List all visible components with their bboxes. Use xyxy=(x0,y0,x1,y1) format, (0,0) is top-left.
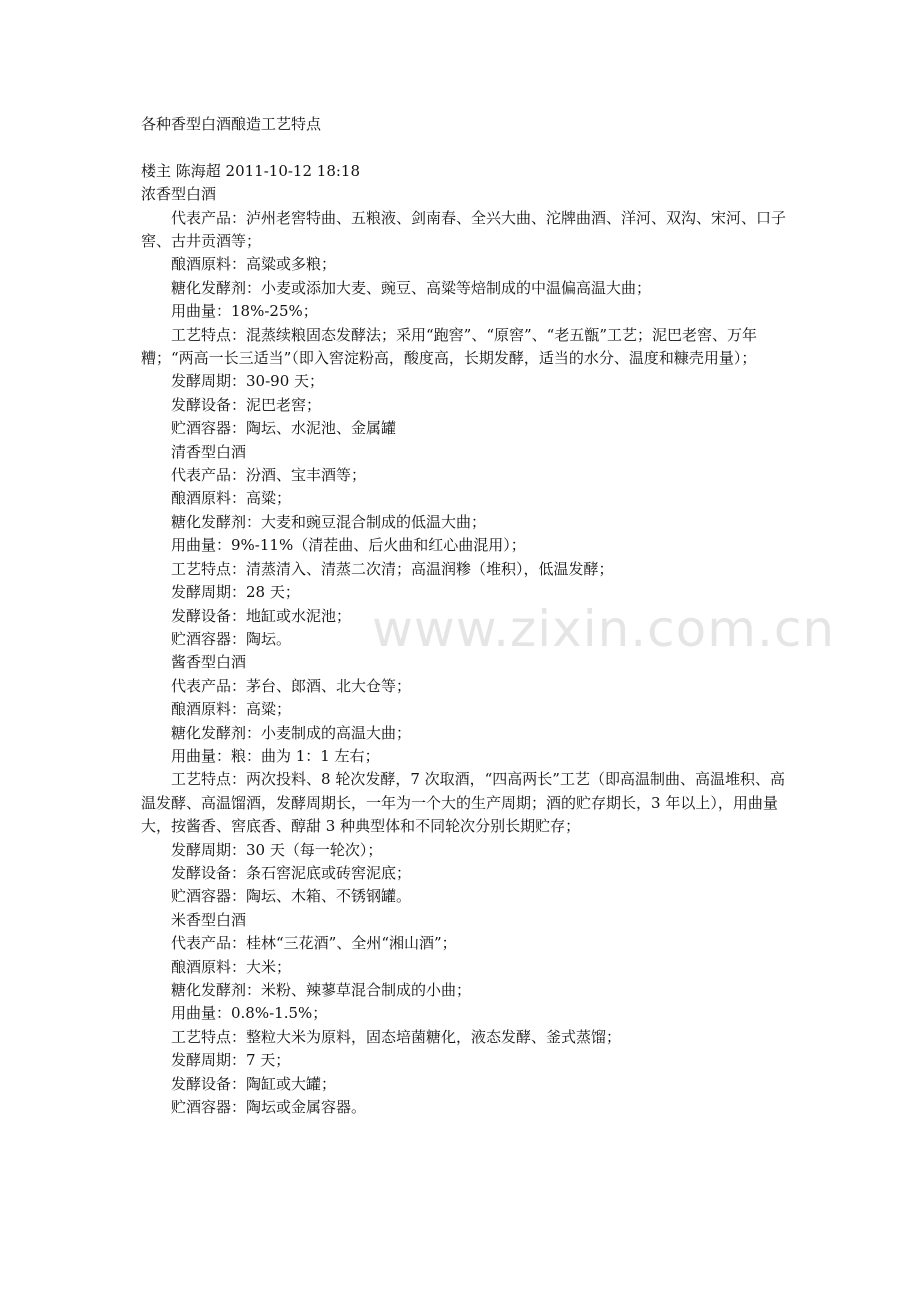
paragraph-storage: 贮酒容器：陶坛、木箱、不锈钢罐。 xyxy=(171,887,412,906)
paragraph-rep-products: 代表产品：茅台、郎酒、北大仓等； xyxy=(171,676,412,695)
paragraph-dose: 用曲量：粮：曲为 1：1 左右； xyxy=(171,746,380,765)
paragraph-ferment-agent: 糖化发酵剂：小麦制成的高温大曲； xyxy=(171,723,412,742)
paragraph-raw-material: 酿酒原料：高粱或多粮； xyxy=(171,255,337,274)
section-heading-qingxiang: 清香型白酒 xyxy=(171,442,247,461)
paragraph-rep-products: 代表产品：泸州老窖特曲、五粮液、剑南春、全兴大曲、沱牌曲酒、洋河、双沟、宋河、口子窖、古井贡酒等； xyxy=(141,208,787,251)
section-heading-jiangxiang: 酱香型白酒 xyxy=(171,653,247,672)
paragraph-equipment: 发酵设备：泥巴老窖； xyxy=(171,395,322,414)
document-title: 各种香型白酒酿造工艺特点 xyxy=(141,115,322,133)
paragraph-rep-products: 代表产品：桂林“三花酒”、全州“湘山酒”； xyxy=(171,934,457,953)
paragraph-process: 工艺特点：清蒸清入、清蒸二次清；高温润糁（堆积），低温发酵； xyxy=(171,559,614,578)
document-body xyxy=(141,113,789,1119)
paragraph-raw-material: 酿酒原料：大米； xyxy=(171,957,292,976)
section-heading-nongxiang: 浓香型白酒 xyxy=(141,185,217,204)
paragraph-period: 发酵周期：30-90 天； xyxy=(171,372,325,391)
paragraph-ferment-agent: 糖化发酵剂：大麦和豌豆混合制成的低温大曲； xyxy=(171,512,487,531)
section-heading-mixiang: 米香型白酒 xyxy=(171,910,247,929)
paragraph-raw-material: 酿酒原料：高粱； xyxy=(171,489,292,508)
paragraph-process: 工艺特点：两次投料、8 轮次发酵，7 次取酒，“四高两长”工艺（即高温制曲、高温堆积、高温发酵、高温馏酒，发酵周期长，一年为一个大的生产周期；酒的贮存期长，3 年以上），用曲量大，按酱香、窖底香、醇甜 3 种典型体和不同轮次分别长期贮存； xyxy=(141,770,785,836)
paragraph-storage: 贮酒容器：陶坛、水泥池、金属罐 xyxy=(171,419,397,438)
paragraph-dose: 用曲量：0.8%-1.5%； xyxy=(171,1004,328,1023)
paragraph-storage: 贮酒容器：陶坛或金属容器。 xyxy=(171,1098,367,1117)
paragraph-storage: 贮酒容器：陶坛。 xyxy=(171,629,292,648)
paragraph-dose: 用曲量：9%-11%（清茬曲、后火曲和红心曲混用）； xyxy=(171,536,526,555)
paragraph-equipment: 发酵设备：地缸或水泥池； xyxy=(171,606,352,625)
paragraph-ferment-agent: 糖化发酵剂：米粉、辣蓼草混合制成的小曲； xyxy=(171,981,472,1000)
paragraph-equipment: 发酵设备：条石窖泥底或砖窖泥底； xyxy=(171,863,412,882)
paragraph-equipment: 发酵设备：陶缸或大罐； xyxy=(171,1074,337,1093)
paragraph-raw-material: 酿酒原料：高粱； xyxy=(171,700,292,719)
paragraph-period: 发酵周期：7 天； xyxy=(171,1051,291,1070)
paragraph-period: 发酵周期：28 天； xyxy=(171,583,300,602)
paragraph-process: 工艺特点：整粒大米为原料，固态培菌糖化，液态发酵、釜式蒸馏； xyxy=(171,1027,622,1046)
paragraph-process: 工艺特点：混蒸续粮固态发酵法；采用“跑窖”、“原窖”、“老五甑”工艺；泥巴老窖、万年糟；“两高一长三适当”（即入窖淀粉高，酸度高，长期发酵，适当的水分、温度和糠壳用量）； xyxy=(141,325,758,368)
watermark-text: www.zixin.com.cn xyxy=(372,600,836,658)
paragraph-ferment-agent: 糖化发酵剂：小麦或添加大麦、豌豆、高粱等焙制成的中温偏高温大曲； xyxy=(171,278,652,297)
byline: 楼主 陈海超 2011-10-12 18:18 xyxy=(141,161,361,180)
paragraph-dose: 用曲量：18%-25%； xyxy=(171,302,318,321)
paragraph-period: 发酵周期：30 天（每一轮次）； xyxy=(171,840,383,859)
paragraph-rep-products: 代表产品：汾酒、宝丰酒等； xyxy=(171,466,367,485)
